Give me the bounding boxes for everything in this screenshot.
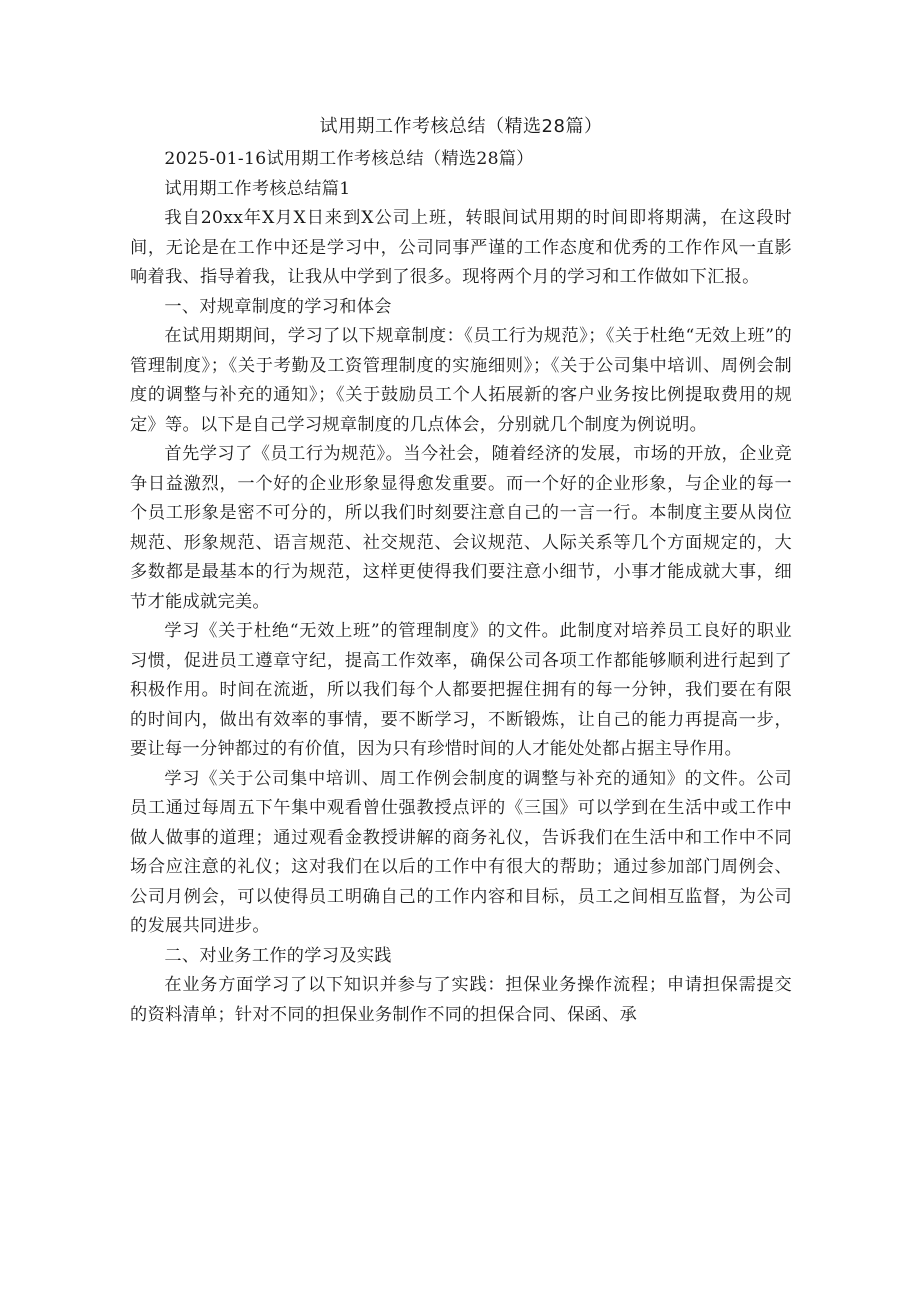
paragraph-training: 学习《关于公司集中培训、周工作例会制度的调整与补充的通知》的文件。公司员工通过每周五下午集中观看曾仕强教授点评的《三国》可以学到在生活中或工作中做人做事的道理；通过观看金教授讲解的商务礼仪，告诉我们在生活中和工作中不同场合应注意的礼仪；这对我们在以后的工作中有很大的帮助；通过参加部门周例会、公司月例会，可以使得员工明确自己的工作内容和目标，员工之间相互监督，为公司的发展共同进步。 — [130, 768, 792, 936]
heading-rules: 一、对规章制度的学习和体会 — [164, 296, 392, 317]
date-line: 2025-01-16试用期工作考核总结（精选28篇） — [164, 149, 534, 169]
section-title: 试用期工作考核总结篇1 — [164, 178, 351, 199]
heading-business: 二、对业务工作的学习及实践 — [164, 945, 392, 966]
document-title: 试用期工作考核总结（精选28篇） — [319, 116, 603, 137]
paragraph-business: 在业务方面学习了以下知识并参与了实践：担保业务操作流程；申请担保需提交的资料清单；针对不同的担保业务制作不同的担保合同、保函、承 — [130, 975, 792, 1025]
paragraph-attendance: 学习《关于杜绝“无效上班”的管理制度》的文件。此制度对培养员工良好的职业习惯，促进员工遵章守纪，提高工作效率，确保公司各项工作都能够顺利进行起到了积极作用。时间在流逝，所以我们每个人都要把握住拥有的每一分钟，我们要在有限的时间内，做出有效率的事情，要不断学习，不断锻炼，让自己的能力再提高一步，要让每一分钟都过的有价值，因为只有珍惜时间的人才能处处都占据主导作用。 — [130, 621, 792, 759]
paragraph-rules-list: 在试用期期间，学习了以下规章制度：《员工行为规范》；《关于杜绝“无效上班”的管理制度》；《关于考勤及工资管理制度的实施细则》；《关于公司集中培训、周例会制度的调整与补充的通知》；《关于鼓励员工个人拓展新的客户业务按比例提取费用的规定》等。以下是自己学习规章制度的几点体会，分别就几个制度为例说明。 — [130, 326, 792, 435]
paragraph-intro: 我自20xx年X月X日来到X公司上班，转眼间试用期的时间即将期满，在这段时间，无论是在工作中还是学习中，公司同事严谨的工作态度和优秀的工作作风一直影响着我、指导着我，让我从中学到了很多。现将两个月的学习和工作做如下汇报。 — [130, 208, 792, 287]
paragraph-conduct: 首先学习了《员工行为规范》。当今社会，随着经济的发展，市场的开放，企业竞争日益激烈，一个好的企业形象显得愈发重要。而一个好的企业形象，与企业的每一个员工形象是密不可分的，所以我们时刻要注意自己的一言一行。本制度主要从岗位规范、形象规范、语言规范、社交规范、会议规范、人际关系等几个方面规定的，大多数都是最基本的行为规范，这样更使得我们要注意小细节，小事才能成就大事，细节才能成就完美。 — [130, 444, 792, 612]
document-page — [130, 113, 792, 1030]
